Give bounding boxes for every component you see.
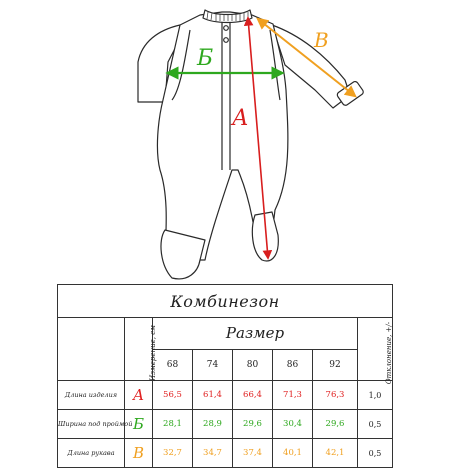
row-letter-v: В [125,439,153,468]
value-cell: 32,7 [153,439,193,468]
table-row [58,439,393,468]
button-1 [224,26,229,31]
tolerance-cell: 0,5 [358,410,393,439]
size-header: Размер [153,318,358,350]
value-cell: 34,7 [193,439,233,468]
row-label-length: Длина изделия [58,381,125,410]
label-v: В [314,28,329,52]
label-b: Б [197,46,214,71]
table-row [58,381,393,410]
value-cell: 66,4 [233,381,273,410]
size-92: 92 [313,349,358,381]
value-cell: 76,3 [313,381,358,410]
tolerance-header-cell [358,318,394,384]
tolerance-header: Отклонение, +/- [385,321,394,384]
measure-header: Измерение, см [148,324,157,381]
measure-header-cell [125,318,157,381]
value-cell: 56,5 [153,381,193,410]
value-cell: 40,1 [273,439,313,468]
size-74: 74 [193,349,233,381]
size-80: 80 [233,349,273,381]
value-cell: 28,9 [193,410,233,439]
button-2 [224,38,229,43]
value-cell: 42,1 [313,439,358,468]
tolerance-cell: 1,0 [358,381,393,410]
size-table [57,284,393,468]
value-cell: 71,3 [273,381,313,410]
value-cell: 61,4 [193,381,233,410]
size-68: 68 [153,349,193,381]
value-cell: 29,6 [313,410,358,439]
table-row [58,410,393,439]
empty-corner-cell [58,318,125,381]
row-letter-b: Б [125,410,153,439]
size-86: 86 [273,349,313,381]
row-label-width: Ширина под проймой [58,410,125,439]
value-cell: 28,1 [153,410,193,439]
value-cell: 29,6 [233,410,273,439]
value-cell: 30,4 [273,410,313,439]
row-letter-a: А [125,381,153,410]
value-cell: 37,4 [233,439,273,468]
label-a: А [232,106,249,131]
tolerance-cell: 0,5 [358,439,393,468]
row-label-sleeve: Длина рукава [58,439,125,468]
table-title: Комбинезон [58,285,393,318]
